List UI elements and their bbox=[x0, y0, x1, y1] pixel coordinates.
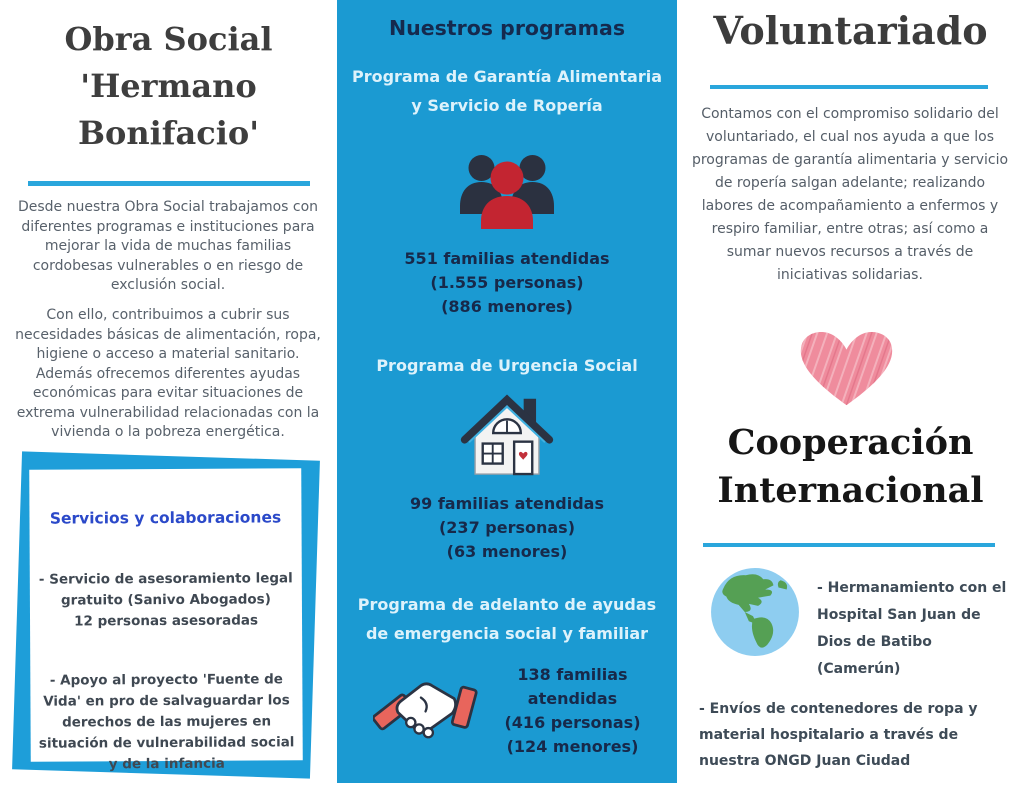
programs-panel bbox=[337, 0, 677, 783]
stat-line: 138 familias atendidas bbox=[517, 665, 628, 708]
stat-line: (416 personas) bbox=[504, 713, 641, 732]
services-box-frame bbox=[12, 451, 320, 778]
volunteering-underline bbox=[710, 85, 988, 89]
org-title-line: 'Hermano bbox=[80, 67, 257, 105]
org-title-line: Obra Social bbox=[64, 20, 273, 58]
intro-paragraph-2: Con ello, contribuimos a cubrir sus necesidades básicas de alimentación, ropa, higiene o acceso a material sanitario. Además ofrecemos diferentes ayudas económicas para evitar situaciones de extrema vulnerabilidad relacionadas con la vivienda o la pobreza energética. bbox=[15, 307, 321, 440]
globe-icon bbox=[709, 566, 801, 662]
stat-line: (237 personas) bbox=[438, 518, 575, 537]
cooperation-item-1: - Hermanamiento con el Hospital San Juan de Dios de Batibo (Camerún) bbox=[817, 580, 1007, 677]
stat-line: (124 menores) bbox=[506, 737, 639, 756]
intro-paragraph-1: Desde nuestra Obra Social trabajamos con diferentes programas e instituciones para mejorar la vida de muchas familias cordobesas vulnerables o en riesgo de exclusión social. bbox=[17, 199, 319, 293]
cooperation-title bbox=[677, 419, 1024, 515]
left-panel bbox=[0, 0, 337, 791]
stat-line: 99 familias atendidas bbox=[409, 494, 604, 513]
programs-heading: Nuestros programas bbox=[388, 16, 626, 40]
program-3-title: Programa de adelanto de ayudas de emergencia social y familiar bbox=[357, 595, 657, 643]
cooperation-title-line: Cooperación bbox=[727, 422, 974, 463]
program-2-stats bbox=[357, 492, 657, 564]
program-3-stats bbox=[475, 663, 670, 759]
org-title bbox=[0, 16, 337, 157]
stat-line: (63 menores) bbox=[446, 542, 568, 561]
stat-line: 551 familias atendidas bbox=[404, 249, 610, 268]
right-panel bbox=[677, 0, 1024, 791]
program-1-stats bbox=[357, 247, 657, 319]
services-box bbox=[29, 468, 303, 773]
services-box-title: Servicios y colaboraciones bbox=[49, 508, 282, 528]
title-underline bbox=[28, 181, 310, 186]
people-icon bbox=[454, 151, 560, 237]
heart-icon bbox=[789, 318, 904, 416]
program-2-title: Programa de Urgencia Social bbox=[376, 356, 638, 375]
stat-line: (1.555 personas) bbox=[430, 273, 584, 292]
org-title-line: Bonifacio' bbox=[77, 114, 260, 152]
handshake-icon bbox=[373, 664, 479, 750]
house-icon bbox=[457, 386, 557, 488]
volunteering-title: Voluntariado bbox=[713, 8, 988, 53]
cooperation-title-line: Internacional bbox=[717, 470, 984, 511]
services-item-2: - Apoyo al proyecto 'Fuente de Vida' en pro de salvaguardar los derechos de las mujeres en situación de vulnerabilidad social y de la infancia bbox=[38, 671, 295, 773]
cooperation-underline bbox=[703, 543, 995, 547]
services-item-1: - Servicio de asesoramiento legal gratuito (Sanivo Abogados) bbox=[38, 570, 293, 609]
volunteering-paragraph: Contamos con el compromiso solidario del voluntariado, el cual nos ayuda a que los programas de garantía alimentaria y servicio de ropería salgan adelante; realizando labores de acompañamiento a enfermos y respiro familiar, entre otras; así como a sumar nuevos recursos a través de iniciativas solidarias. bbox=[691, 106, 1009, 283]
program-1-title: Programa de Garantía Alimentaria y Servicio de Ropería bbox=[351, 67, 663, 115]
cooperation-item-2: - Envíos de contenedores de ropa y material hospitalario a través de nuestra ONGD Juan Ciudad bbox=[699, 701, 978, 769]
stat-line: (886 menores) bbox=[441, 297, 573, 316]
services-item-1-count: 12 personas asesoradas bbox=[74, 612, 259, 630]
